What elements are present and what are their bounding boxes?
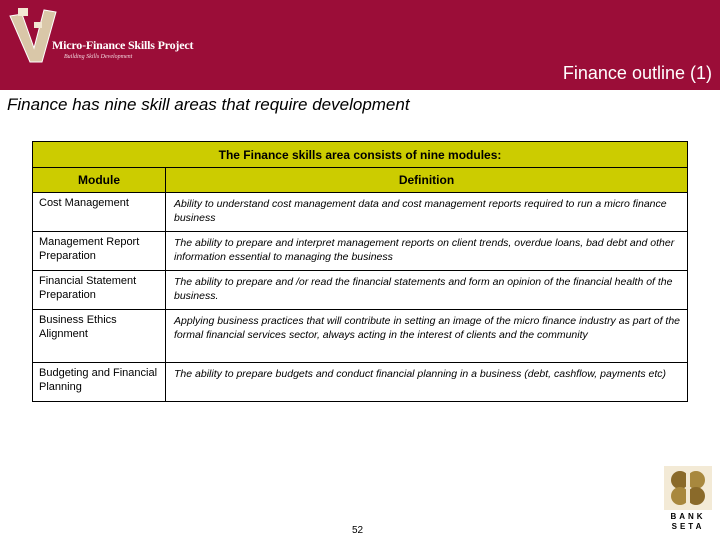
column-header-module: Module xyxy=(33,168,166,193)
definition-cell: Ability to understand cost management data and cost management reports required to run a micro finance business xyxy=(166,193,688,232)
logo-tagline: Building Skills Development xyxy=(64,54,133,60)
table-row xyxy=(33,232,688,271)
bank-logo-line2: SETA xyxy=(671,522,705,531)
module-cell: Business Ethics Alignment xyxy=(33,310,166,363)
definition-cell: The ability to prepare and interpret management reports on client trends, overdue loans, bad debt and other information essential to managing the business xyxy=(166,232,688,271)
logo-name: Micro-Finance Skills Project xyxy=(52,38,194,52)
definition-cell: The ability to prepare budgets and conduct financial planning in a business (debt, cashflow, payments etc) xyxy=(166,363,688,402)
bank-logo-line1: BANK xyxy=(670,512,706,521)
page-number: 52 xyxy=(352,525,364,536)
table-row xyxy=(33,310,688,363)
module-cell: Management Report Preparation xyxy=(33,232,166,271)
module-cell: Cost Management xyxy=(33,193,166,232)
bank-seta-logo-text xyxy=(664,512,712,532)
table-row xyxy=(33,193,688,232)
table-caption: The Finance skills area consists of nine modules: xyxy=(33,142,688,168)
table-row xyxy=(33,271,688,310)
module-cell: Budgeting and Financial Planning xyxy=(33,363,166,402)
column-header-definition: Definition xyxy=(166,168,688,193)
page-subtitle: Finance has nine skill areas that require development xyxy=(7,95,410,114)
definition-cell: Applying business practices that will contribute in setting an image of the micro finance industry as part of the formal financial services sector, always acting in the interest of clients and the community xyxy=(166,310,688,363)
definition-cell: The ability to prepare and /or read the financial statements and form an opinion of the financial health of the business. xyxy=(166,271,688,310)
header-band xyxy=(0,0,720,90)
modules-table xyxy=(32,141,688,402)
table-row xyxy=(33,363,688,402)
slide-title: Finance outline (1) xyxy=(562,63,712,83)
module-cell: Financial Statement Preparation xyxy=(33,271,166,310)
